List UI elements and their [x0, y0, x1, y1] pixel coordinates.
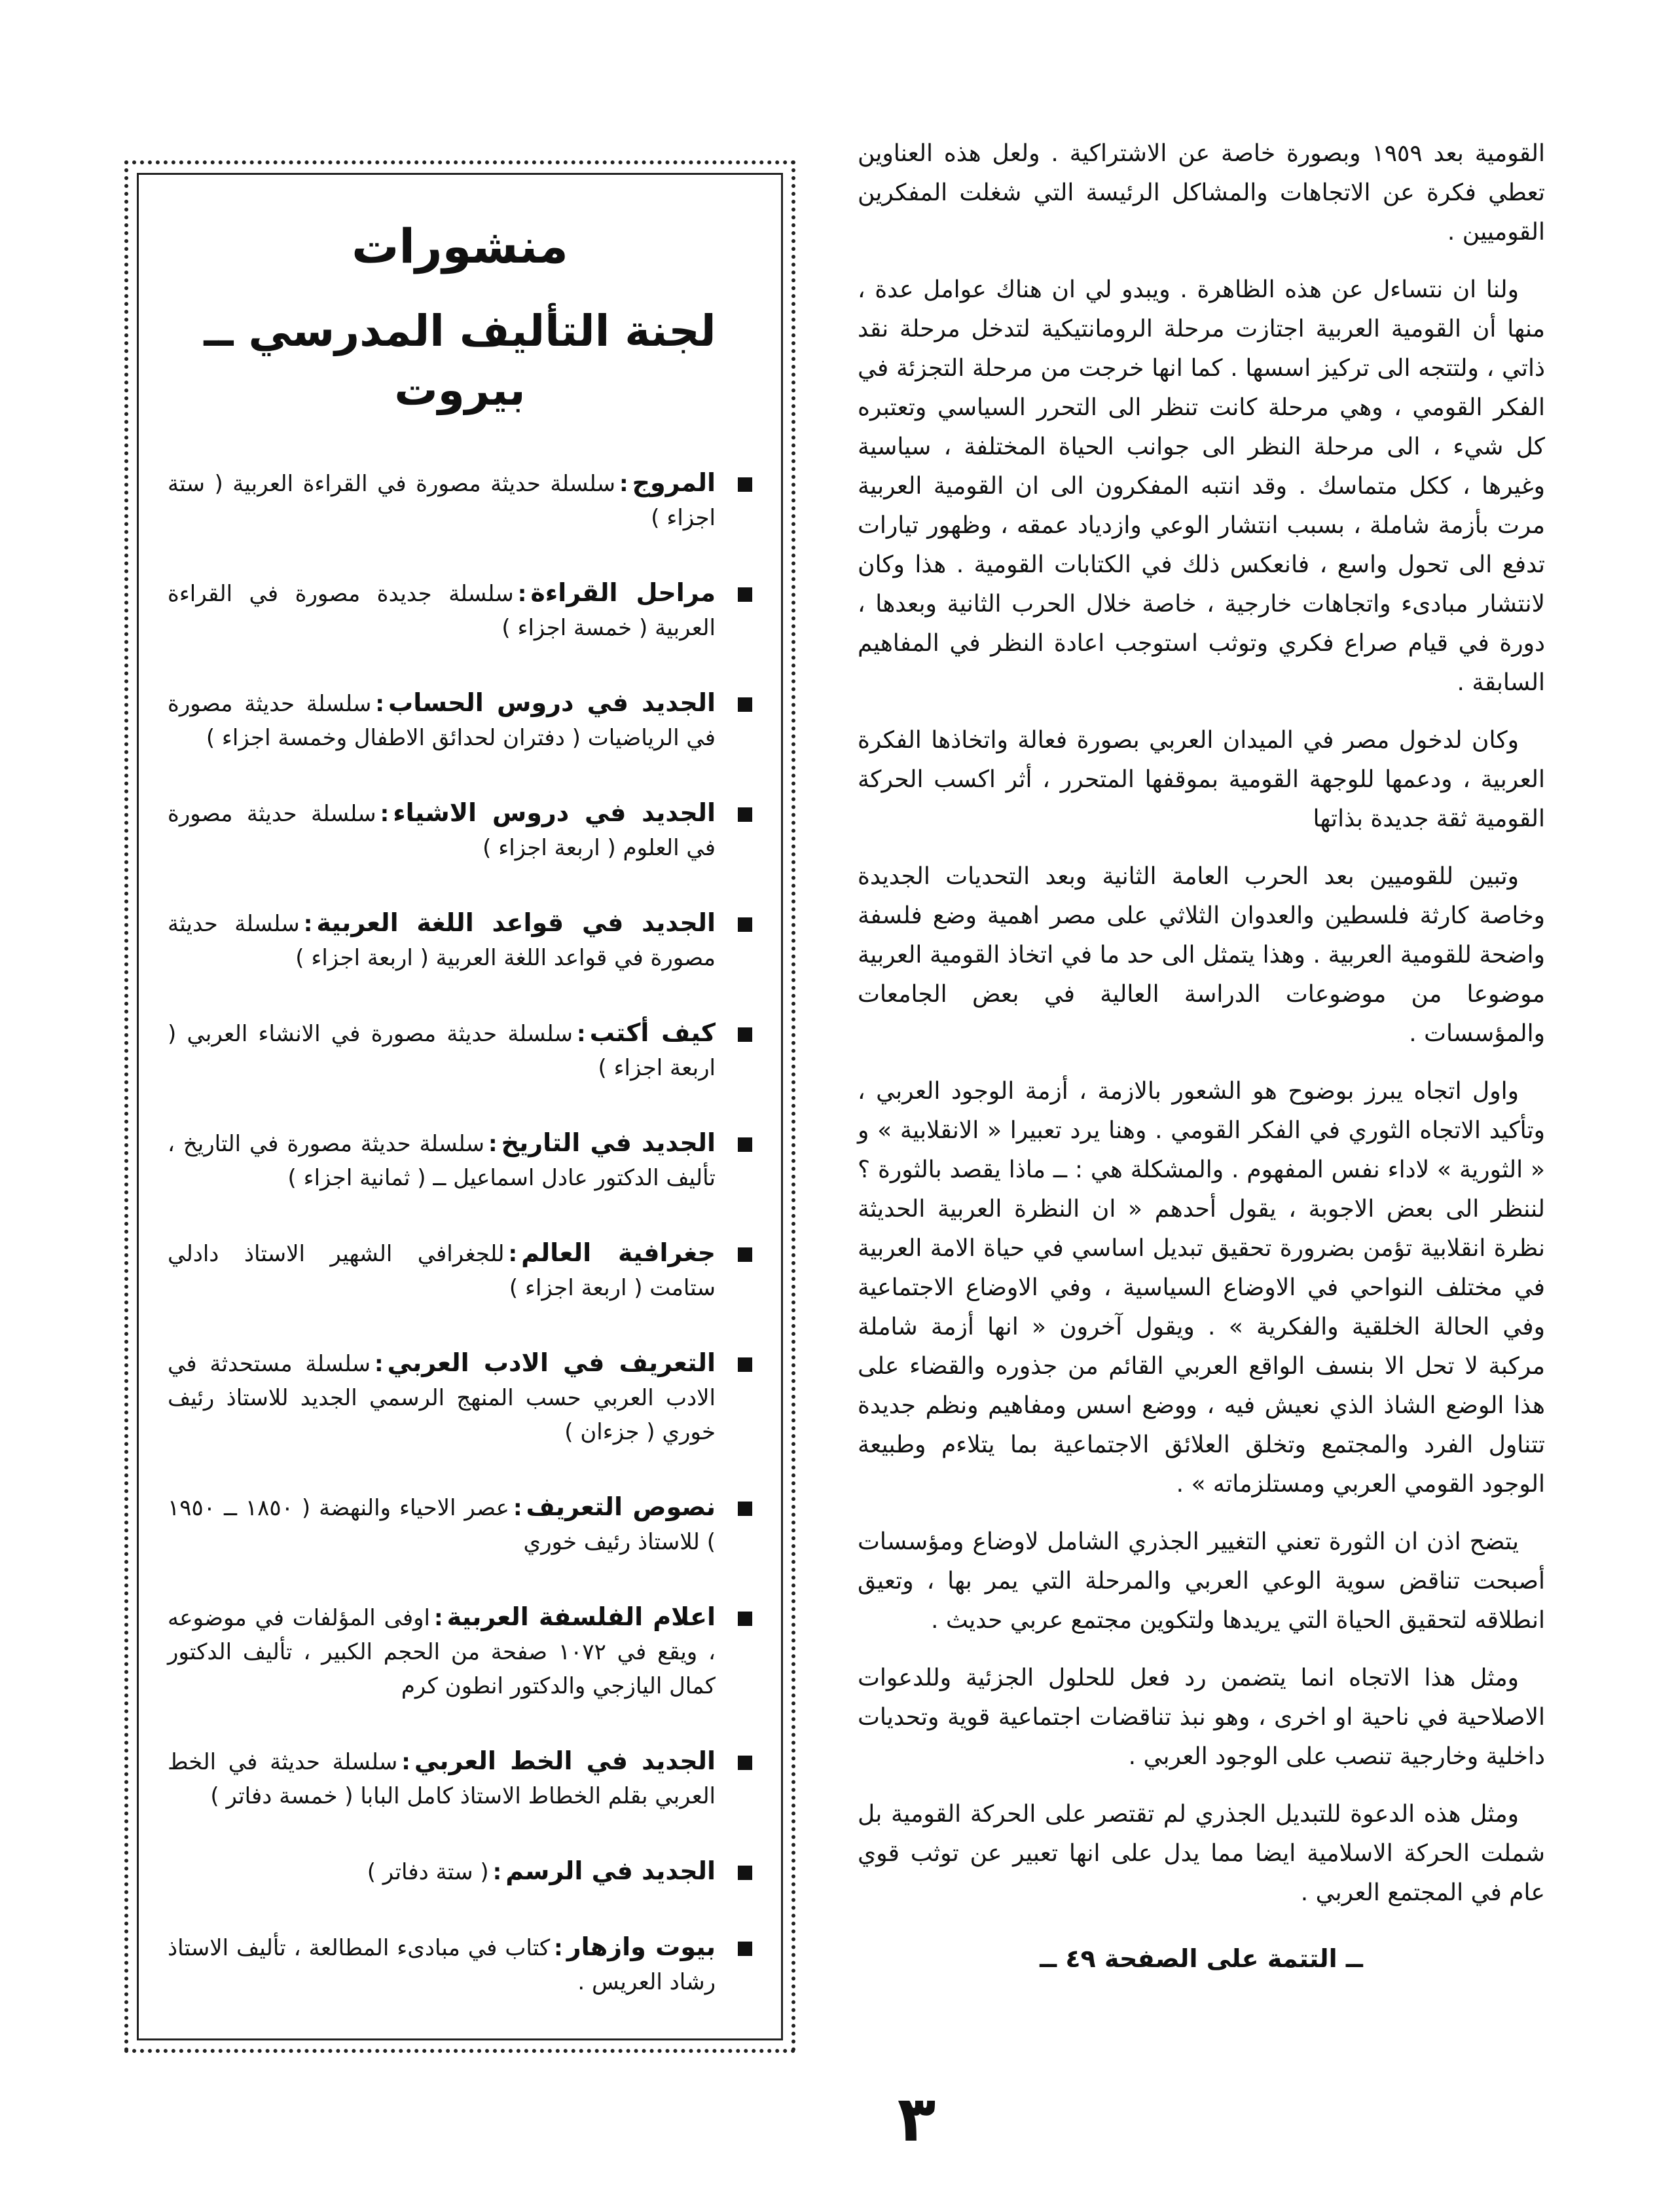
publication-name: الجديد في قواعد اللغة العربية — [316, 908, 716, 937]
publication-description: سلسلة حديثة مصورة في التاريخ ، تأليف الدكتور عادل اسماعيل ــ ( ثمانية اجزاء ) — [168, 1131, 716, 1191]
publication-description: سلسلة حديثة مصورة في القراءة العربية ( ستة اجزاء ) — [168, 471, 716, 531]
square-bullet-icon — [738, 1612, 752, 1626]
square-bullet-icon — [738, 1866, 752, 1880]
square-bullet-icon — [738, 807, 752, 822]
publication-item: الجديد في قواعد اللغة العربية:سلسلة حديثة مصورة في قواعد اللغة العربية ( اربعة اجزاء ) — [168, 906, 752, 975]
publication-item: المروج:سلسلة حديثة مصورة في القراءة العربية ( ستة اجزاء ) — [168, 466, 752, 535]
article-paragraph: القومية بعد ١٩٥٩ وبصورة خاصة عن الاشتراكية . ولعل هذه العناوين تعطي فكرة عن الاتجاهات والمشاكل الرئيسة التي شغلت المفكرين القوميين . — [858, 140, 1545, 246]
publication-description: سلسلة حديثة في الخط العربي بقلم الخطاط الاستاذ كامل البابا ( خمسة دفاتر ) — [168, 1749, 716, 1809]
publications-box — [124, 160, 795, 2053]
square-bullet-icon — [738, 1027, 752, 1042]
square-bullet-icon — [738, 1247, 752, 1262]
publication-item: الجديد في الخط العربي:سلسلة حديثة في الخط العربي بقلم الخطاط الاستاذ كامل البابا ( خمسة دفاتر ) — [168, 1744, 752, 1813]
article-paragraph: يتضح اذن ان الثورة تعني التغيير الجذري الشامل لاوضاع ومؤسسات أصبحت تناقض سوية الوعي العربي والمرحلة التي يمر بها ، وتعيق انطلاقه لتحقيق الحياة التي يريدها ولتكوين مجتمع عربي حديث . — [858, 1528, 1545, 1634]
publication-name: مراحل القراءة — [530, 578, 716, 607]
article-paragraph: واول اتجاه يبرز بوضوح هو الشعور بالازمة ، أزمة الوجود العربي ، وتأكيد الاتجاه الثوري في الفكر القومي . وهنا يرد تعبيرا « الانقلابية » و « الثورية » لاداء نفس المفهوم . والمشكلة هي : ــ ماذا يقصد بالثورة ؟ لننظر الى بعض الاجوبة ، يقول أحدهم « ان النظرة العربية الحديثة نظرة انقلابية تؤمن بضرورة تحقيق تبديل اساسي في حياة الامة العربية في مختلف النواحي في الاوضاع السياسية ، وفي الاوضاع الاجتماعية وفي الحالة الخلقية والفكرية » . ويقول آخرون « انها أزمة شاملة مركبة لا تحل الا بنسف الواقع العربي القائم من جذوره والقضاء على هذا الوضع الشاذ الذي نعيش فيه ، ووضع اسس ومفاهيم ونظم جديدة تتناول الفرد والمجتمع وتخلق العلائق الاجتماعية بما يتلاءم وطبيعة الوجود القومي العربي ومستلزماته » . — [858, 1078, 1545, 1498]
publication-item: اعلام الفلسفة العربية:اوفى المؤلفات في موضوعه ، ويقع في ١٠٧٢ صفحة من الحجم الكبير ، تأليف الدكتور كمال اليازجي والدكتور انطون كرم — [168, 1600, 752, 1703]
publication-name: الجديد في دروس الحساب — [388, 688, 716, 717]
publication-description: عصر الاحياء والنهضة ( ١٨٥٠ ــ ١٩٥٠ ) للاستاذ رئيف خوري — [168, 1495, 716, 1555]
publication-description: سلسلة حديثة مصورة في قواعد اللغة العربية ( اربعة اجزاء ) — [168, 911, 716, 971]
publication-item: كيف أكتب:سلسلة حديثة مصورة في الانشاء العربي ( اربعة اجزاء ) — [168, 1016, 752, 1085]
square-bullet-icon — [738, 477, 752, 492]
square-bullet-icon — [738, 917, 752, 932]
publication-item: الجديد في الرسم:( ستة دفاتر ) — [168, 1854, 752, 1889]
publication-name: الجديد في دروس الاشياء — [393, 798, 716, 827]
publications-subtitle: لجنة التأليف المدرسي ــ بيروت — [204, 306, 716, 415]
publication-description: للجغرافي الشهير الاستاذ دادلي ستامت ( اربعة اجزاء ) — [168, 1241, 716, 1301]
square-bullet-icon — [738, 1137, 752, 1152]
square-bullet-icon — [738, 697, 752, 712]
publication-name: نصوص التعريف — [526, 1492, 716, 1521]
publication-name: الجديد في التاريخ — [501, 1128, 716, 1157]
article-paragraph: ومثل هذه الدعوة للتبديل الجذري لم تقتصر على الحركة القومية بل شملت الحركة الاسلامية ايضا مما يدل على انها تعبير عن توثب قوي عام في المجتمع العربي . — [858, 1801, 1545, 1906]
publication-item: جغرافية العالم:للجغرافي الشهير الاستاذ دادلي ستامت ( اربعة اجزاء ) — [168, 1236, 752, 1305]
page-number: ٣ — [897, 2082, 936, 2156]
publication-item: التعريف في الادب العربي:سلسلة مستحدثة في الادب العربي حسب المنهج الرسمي الجديد للاستاذ رئيف خوري ( جزءان ) — [168, 1346, 752, 1449]
publication-name: المروج — [632, 468, 716, 497]
publication-description: ( ستة دفاتر ) — [367, 1859, 489, 1885]
publication-description: سلسلة حديثة مصورة في الرياضيات ( دفتران لحدائق الاطفال وخمسة اجزاء ) — [168, 691, 716, 751]
publication-description: اوفى المؤلفات في موضوعه ، ويقع في ١٠٧٢ صفحة من الحجم الكبير ، تأليف الدكتور كمال اليازجي والدكتور انطون كرم — [168, 1605, 716, 1699]
publication-item: بيوت وازهار:كتاب في مبادىء المطالعة ، تأليف الاستاذ رشاد العريس . — [168, 1930, 752, 1999]
publication-description: سلسلة حديثة مصورة في العلوم ( اربعة اجزاء ) — [168, 801, 716, 861]
publication-name: الجديد في الرسم — [505, 1856, 716, 1885]
publication-item: الجديد في دروس الاشياء:سلسلة حديثة مصورة في العلوم ( اربعة اجزاء ) — [168, 796, 752, 865]
publication-description: سلسلة مستحدثة في الادب العربي حسب المنهج الرسمي الجديد للاستاذ رئيف خوري ( جزءان ) — [168, 1351, 716, 1445]
publications-list — [168, 466, 752, 1999]
publication-description: سلسلة حديثة مصورة في الانشاء العربي ( اربعة اجزاء ) — [168, 1021, 716, 1081]
publication-name: جغرافية العالم — [521, 1238, 716, 1267]
publication-item: نصوص التعريف:عصر الاحياء والنهضة ( ١٨٥٠ ــ ١٩٥٠ ) للاستاذ رئيف خوري — [168, 1490, 752, 1559]
publication-name: كيف أكتب — [589, 1018, 716, 1047]
square-bullet-icon — [738, 1502, 752, 1516]
article-paragraph: وكان لدخول مصر في الميدان العربي بصورة فعالة واتخاذها الفكرة العربية ، ودعمها للوجهة القومية بموقفها المتحرر ، أثر اكسب الحركة القومية ثقة جديدة بذاتها — [858, 727, 1545, 832]
article-column — [858, 134, 1545, 2099]
article-paragraph: ولنا ان نتساءل عن هذه الظاهرة . ويبدو لي ان هناك عوامل عدة ، منها أن القومية العربية اجتازت مرحلة الرومانتيكية لتدخل مرحلة نقد ذاتي ، ولتتجه الى تركيز اسسها . كما انها خرجت من مرحلة التجزئة في الفكر القومي ، وهي مرحلة كانت تنظر الى التحرر السياسي وتعتبره كل شيء ، الى مرحلة النظر الى جوانب الحياة المختلفة ، سياسية وغيرها ، ككل متماسك . وقد انتبه المفكرون الى ان القومية العربية مرت بأزمة شاملة ، بسبب انتشار الوعي وازدياد عمقه ، وظهور تيارات تدفع الى تحول واسع ، فانعكس ذلك في الكتابات القومية . هذا وكان لانتشار مبادىء واتجاهات خارجية ، خاصة خلال الحرب الثانية وبعدها ، دورة في قيام صراع فكري وتوثب استوجب اعادة النظر في المفاهيم السابقة . — [858, 276, 1545, 696]
publication-item: مراحل القراءة:سلسلة جديدة مصورة في القراءة العربية ( خمسة اجزاء ) — [168, 576, 752, 645]
article-paragraph: وتبين للقوميين بعد الحرب العامة الثانية وبعد التحديات الجديدة وخاصة كارثة فلسطين والعدوان الثلاثي على مصر اهمية وضع فلسفة واضحة للقومية العربية . وهذا يتمثل الى حد ما في اتخاذ القومية العربية موضوعا من موضوعات الدراسة العالية في بعض الجامعات والمؤسسات . — [858, 863, 1545, 1047]
publication-description: سلسلة جديدة مصورة في القراءة العربية ( خمسة اجزاء ) — [168, 581, 716, 641]
article-paragraph: ومثل هذا الاتجاه انما يتضمن رد فعل للحلول الجزئية وللدعوات الاصلاحية في ناحية او اخرى ، وهو نبذ تناقضات اجتماعية قوية وتحديات داخلية وخارجية تنصب على الوجود العربي . — [858, 1665, 1545, 1770]
publication-item: الجديد في دروس الحساب:سلسلة حديثة مصورة في الرياضيات ( دفتران لحدائق الاطفال وخمسة اجزاء ) — [168, 686, 752, 755]
publication-item: الجديد في التاريخ:سلسلة حديثة مصورة في التاريخ ، تأليف الدكتور عادل اسماعيل ــ ( ثمانية اجزاء ) — [168, 1126, 752, 1195]
publication-name: التعريف في الادب العربي — [387, 1348, 716, 1377]
publications-title: منشورات — [352, 219, 568, 274]
publication-name: اعلام الفلسفة العربية — [446, 1602, 716, 1631]
publication-name: بيوت وازهار — [566, 1932, 716, 1961]
continued-note: ــ التتمة على الصفحة ٤٩ ــ — [1040, 1944, 1363, 1973]
publication-name: الجديد في الخط العربي — [414, 1746, 716, 1775]
square-bullet-icon — [738, 587, 752, 602]
square-bullet-icon — [738, 1357, 752, 1372]
square-bullet-icon — [738, 1942, 752, 1956]
square-bullet-icon — [738, 1756, 752, 1770]
publication-description: كتاب في مبادىء المطالعة ، تأليف الاستاذ رشاد العريس . — [168, 1935, 716, 1995]
